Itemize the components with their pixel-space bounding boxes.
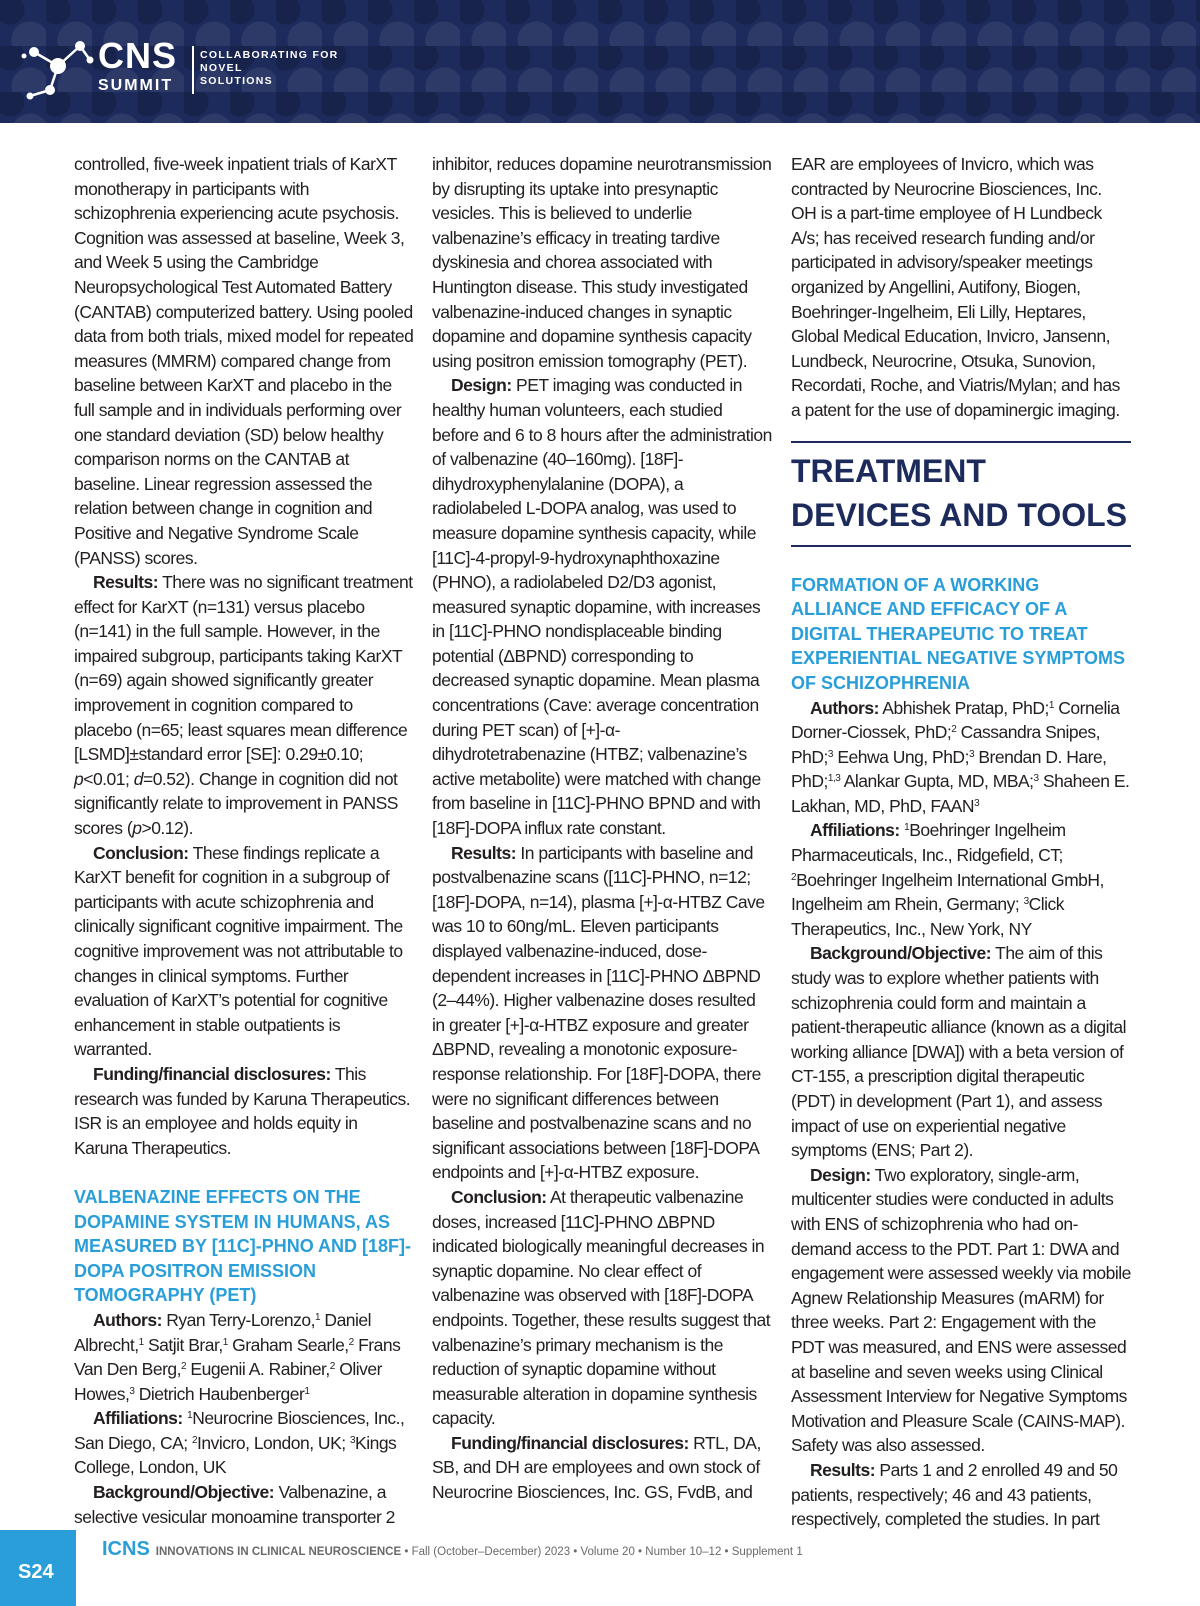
author-superscript: 3	[1033, 773, 1039, 785]
col2-conclusion-paragraph	[432, 1185, 772, 1431]
spacer	[74, 1160, 414, 1185]
col1-results-text-b: <0.01;	[83, 768, 134, 789]
col1-background-text: Valbenazine, a selective vesicular monoamine transporter 2	[74, 1482, 395, 1527]
affiliation-text: Kings College, London, UK	[74, 1432, 397, 1478]
logo-cns-text: CNS	[98, 35, 178, 76]
col2-funding-label: Funding/financial disclosures:	[451, 1432, 689, 1453]
col3-authors-paragraph	[791, 696, 1131, 819]
col2-funding-paragraph	[432, 1431, 772, 1505]
affiliation-text: Invicro, London, UK;	[197, 1432, 350, 1453]
author-superscript: 2	[951, 724, 957, 736]
affiliation-text: Boehringer Ingelheim Pharmaceuticals, Inc., Ridgefield, CT;	[791, 820, 1066, 866]
author-superscript: 1	[138, 1336, 144, 1348]
col3-article-title: FORMATION OF A WORKING ALLIANCE AND EFFICACY OF A DIGITAL THERAPEUTIC TO TREAT EXPERIENTIAL NEGATIVE SYMPTOMS OF SCHIZOPHRENIA	[791, 574, 1126, 693]
journal-line	[102, 1539, 803, 1562]
affiliation-superscript: 2	[791, 871, 797, 883]
col2-results-paragraph	[432, 841, 772, 1185]
col3-affiliations-label: Affiliations:	[810, 820, 900, 841]
col1-affiliations-paragraph	[74, 1406, 414, 1480]
page-number: S24	[18, 1561, 54, 1583]
col3-background-label: Background/Objective:	[810, 943, 992, 964]
col1-affiliations-label: Affiliations:	[93, 1408, 183, 1429]
col3-intro-paragraph: EAR are employees of Invicro, which was contracted by Neurocrine Biosciences, Inc. OH is a part-time employee of H Lundbeck A/s; has received research funding and/or participated in advisory/speaker meetings organized by Angellini, Autifony, Biogen, Boehringer-Ingelheim, Eli Lilly, Heptares, Global Medical Education, Invicro, Jansenn, Lundbeck, Neurocrine, Otsuka, Sunovion, Recordati, Roche, and Viatris/Mylan; and has a patent for the use of dopaminergic imaging.	[791, 154, 1120, 420]
column-3	[791, 152, 1131, 1532]
author-name: Eugenii A. Rabiner,	[186, 1359, 330, 1380]
author-name: Daniel Albrecht,	[74, 1309, 372, 1355]
col1-article-title: VALBENAZINE EFFECTS ON THE DOPAMINE SYSTEM IN HUMANS, AS MEASURED BY [11C]-PHNO AND [18F]-DOPA POSITRON EMISSION TOMOGRAPHY (PET)	[74, 1186, 412, 1306]
author-name: Eehwa Ung, PhD;	[832, 746, 969, 767]
journal-name: INNOVATIONS IN CLINICAL NEUROSCIENCE	[155, 1546, 402, 1558]
col3-background-text: The aim of this study was to explore whether patients with schizophrenia could form and maintain a patient-therapeutic alliance (known as a digital working alliance [DWA]) with a beta version of CT-155, a prescription digital therapeutic (PDT) in development (Part 1), and assess impact of use on experiential negative symptoms (ENS; Part 2).	[791, 943, 1126, 1161]
col3-background-paragraph	[791, 941, 1131, 1162]
affiliation-superscript: 2	[191, 1434, 198, 1446]
col1-conclusion-label: Conclusion:	[93, 842, 189, 863]
col1-results-text-e: >0.12).	[141, 818, 193, 839]
col1-results-p2: p	[132, 818, 142, 839]
col1-funding-paragraph	[74, 1062, 414, 1160]
col1-funding-label: Funding/financial disclosures:	[93, 1063, 331, 1084]
author-name: Frans Van Den Berg,	[74, 1334, 401, 1380]
col3-design-paragraph	[791, 1163, 1131, 1458]
section-rule-bottom	[791, 545, 1131, 547]
col2-conclusion-label: Conclusion:	[451, 1186, 547, 1207]
col2-design-label: Design:	[451, 375, 512, 396]
col2-design-paragraph	[432, 373, 772, 840]
affiliation-superscript: 1	[904, 822, 910, 834]
logo-divider	[192, 46, 194, 94]
col3-authors-label: Authors:	[810, 697, 879, 718]
author-superscript: 3	[827, 748, 833, 760]
column-1	[74, 152, 414, 1529]
col1-intro-paragraph: controlled, five-week inpatient trials of KarXT monotherapy in participants with schizophrenia experiencing acute psychosis. Cognition was assessed at baseline, Week 3, and Week 5 using the Cambridge Neuropsychological Test Automated Battery (CANTAB) computerized battery. Using pooled data from both trials, mixed model for repeated measures (MMRM) compared change from baseline between KarXT and placebo in the full sample and in individuals performing over one standard deviation (SD) below healthy comparison norms on the CANTAB at baseline. Linear regression assessed the relation between change in cognition and Positive and Negative Syndrome Scale (PANSS) scores.	[74, 154, 414, 568]
affiliation-superscript: 3	[349, 1434, 356, 1446]
logo-tagline	[200, 49, 339, 88]
tagline-line-2: NOVEL	[200, 62, 243, 74]
journal-abbrev: ICNS	[102, 1538, 150, 1560]
col2-intro-paragraph: inhibitor, reduces dopamine neurotransmission by disrupting its uptake into presynaptic vesicles. This is believed to underlie valbenazine’s efficacy in treating tardive dyskinesia and chorea associated with Huntington disease. This study investigated valbenazine-induced changes in synaptic dopamine and dopamine synthesis capacity using positron emission tomography (PET).	[432, 154, 772, 371]
col3-results-paragraph	[791, 1458, 1131, 1532]
col3-design-label: Design:	[810, 1164, 871, 1185]
col2-results-label: Results:	[451, 842, 517, 863]
affiliation-text: Click Therapeutics, Inc., New York, NY	[791, 894, 1065, 939]
author-name: Dietrich Haubenberger	[134, 1383, 305, 1404]
tagline-line-3: SOLUTIONS	[200, 75, 273, 87]
author-superscript: 1,3	[827, 773, 841, 785]
author-name: Shaheen E. Lakhan, MD, PhD, FAAN	[791, 771, 1130, 816]
author-superscript: 3	[974, 797, 980, 809]
col3-results-label: Results:	[810, 1459, 876, 1480]
col2-design-text: PET imaging was conducted in healthy human volunteers, each studied before and 6 to 8 hours after the administration of valbenazine (40–160mg). [18F]-dihydroxyphenylalanine (DOPA), a radiolabeled L-DOPA analog, was used to measure dopamine synthesis capacity, while [11C]-4-propyl-9-hydroxynaphthoxazine (PHNO), a radiolabeled D2/D3 agonist, measured synaptic dopamine, with increases in [11C]-PHNO nondisplaceable binding potential (ΔBPND) corresponding to decreased synaptic dopamine. Mean plasma concentrations (Cave: average concentration during PET scan) of [+]-α-dihydrotetrabenazine (HTBZ; valbenazine’s active metabolite) were matched with change from baseline in [11C]-PHNO BPND and with [18F]-DOPA influx rate constant.	[432, 375, 772, 839]
author-superscript: 3	[968, 748, 974, 760]
header-banner	[0, 0, 1200, 123]
col3-results-text: Parts 1 and 2 enrolled 49 and 50 patients, respectively; 46 and 43 patients, respectively, completed the studies. In part	[791, 1459, 1118, 1530]
col1-results-text-c: =0.52). Change in cognition did not significantly relate to improvement in PANSS scores (	[74, 768, 398, 839]
col1-authors-paragraph	[74, 1308, 414, 1406]
molecule-icon	[20, 38, 96, 102]
author-superscript: 3	[129, 1385, 135, 1397]
section-title: TREATMENT DEVICES AND TOOLS	[791, 452, 1128, 533]
col1-conclusion-paragraph	[74, 841, 414, 1062]
author-name: Brendan D. Hare, PhD;	[791, 746, 1107, 792]
affiliation-text: Boehringer Ingelheim International GmbH, Ingelheim am Rhein, Germany;	[791, 869, 1104, 915]
col1-authors-label: Authors:	[93, 1309, 162, 1330]
page-footer	[0, 1530, 1200, 1606]
logo-summit-text: SUMMIT	[98, 77, 174, 94]
author-superscript: 1	[315, 1311, 321, 1323]
author-superscript: 2	[329, 1361, 335, 1373]
col2-conclusion-text: At therapeutic valbenazine doses, increased [11C]-PHNO ΔBPND indicated biologically meaningful decreases in synaptic dopamine. No clear effect of valbenazine was observed with [18F]-DOPA endpoints. Together, these results suggest that valbenazine’s primary mechanism is the reduction of synaptic dopamine without measurable alteration in dopamine synthesis capacity.	[432, 1186, 771, 1429]
col1-conclusion-text: These findings replicate a KarXT benefit for cognition in a subgroup of participants with acute schizophrenia and clinically significant cognitive impairment. The cognitive improvement was not attributable to changes in clinical symptoms. Further evaluation of KarXT’s potential for cognitive enhancement in stable outpatients is warranted.	[74, 842, 403, 1060]
author-name: Oliver Howes,	[74, 1359, 382, 1404]
page-number-box	[0, 1530, 76, 1606]
author-name: Graham Searle,	[227, 1334, 349, 1355]
col1-background-label: Background/Objective:	[93, 1482, 275, 1503]
col1-funding-text: This research was funded by Karuna Therapeutics. ISR is an employee and holds equity in Karuna Therapeutics.	[74, 1063, 411, 1158]
author-superscript: 2	[181, 1361, 187, 1373]
col3-design-text: Two exploratory, single-arm, multicenter studies were conducted in adults with ENS of schizophrenia who had on-demand access to the PDT. Part 1: DWA and engagement were assessed weekly via mobile Agnew Relationship Measures (mARM) for three weeks. Part 2: Engagement with the PDT was measured, and ENS were assessed at baseline and seven weeks using Clinical Assessment Interview for Negative Symptoms Motivation and Pleasure Scale (CAINS-MAP). Safety was also assessed.	[791, 1164, 1131, 1456]
col2-funding-text: RTL, DA, SB, and DH are employees and own stock of Neurocrine Biosciences, Inc. GS, FvdB, and	[432, 1432, 761, 1503]
author-superscript: 1	[304, 1385, 310, 1397]
author-superscript: 2	[348, 1336, 354, 1348]
author-name: Cassandra Snipes, PhD;	[791, 722, 1100, 767]
author-name: Abhishek Pratap, PhD;	[878, 697, 1049, 718]
col1-results-p: p	[74, 768, 84, 789]
author-superscript: 1	[1048, 699, 1054, 711]
author-name: Ryan Terry-Lorenzo,	[161, 1309, 315, 1330]
affiliation-superscript: 3	[1023, 896, 1029, 908]
journal-issue: • Fall (October–December) 2023 • Volume 20 • Number 10–12 • Supplement 1	[401, 1546, 803, 1558]
col1-background-paragraph	[74, 1480, 414, 1529]
col3-affiliations-paragraph	[791, 818, 1131, 941]
affiliation-superscript: 1	[187, 1410, 193, 1422]
author-name: Alankar Gupta, MD, MBA;	[840, 771, 1034, 792]
col1-results-text-a: There was no significant treatment effect for KarXT (n=131) versus placebo (n=141) in the full sample. However, in the impaired subgroup, participants taking KarXT (n=69) again showed significantly greater improvement in cognition compared to placebo (n=65; least squares mean difference [LSMD]±standard error [SE]: 0.29±0.10;	[74, 572, 413, 765]
affiliation-text: Neurocrine Biosciences, Inc., San Diego, CA;	[74, 1408, 405, 1453]
tagline-line-1: COLLABORATING FOR	[200, 49, 339, 61]
column-2	[432, 152, 772, 1505]
author-superscript: 1	[222, 1336, 228, 1348]
author-name: Cornelia Dorner-Ciossek, PhD;	[791, 697, 1120, 743]
author-name: Satjit Brar,	[143, 1334, 223, 1355]
col1-results-paragraph	[74, 570, 414, 841]
col1-results-d: d	[133, 768, 143, 789]
cns-summit-logo	[20, 35, 350, 108]
col2-results-text: In participants with baseline and postvalbenazine scans ([11C]-PHNO, n=12; [18F]-DOPA, n=14), plasma [+]-α-HTBZ Cave was 10 to 60ng/mL. Eleven participants displayed valbenazine-induced, dose-dependent increases in [11C]-PHNO ΔBPND (2–44%). Higher valbenazine doses resulted in greater [+]-α-HTBZ exposure and greater ΔBPND, revealing a monotonic exposure-response relationship. For [18F]-DOPA, there were no significant differences between baseline and postvalbenazine scans and no significant associations between [18F]-DOPA endpoints and [+]-α-HTBZ exposure.	[432, 842, 765, 1183]
col1-results-label: Results:	[93, 572, 159, 593]
